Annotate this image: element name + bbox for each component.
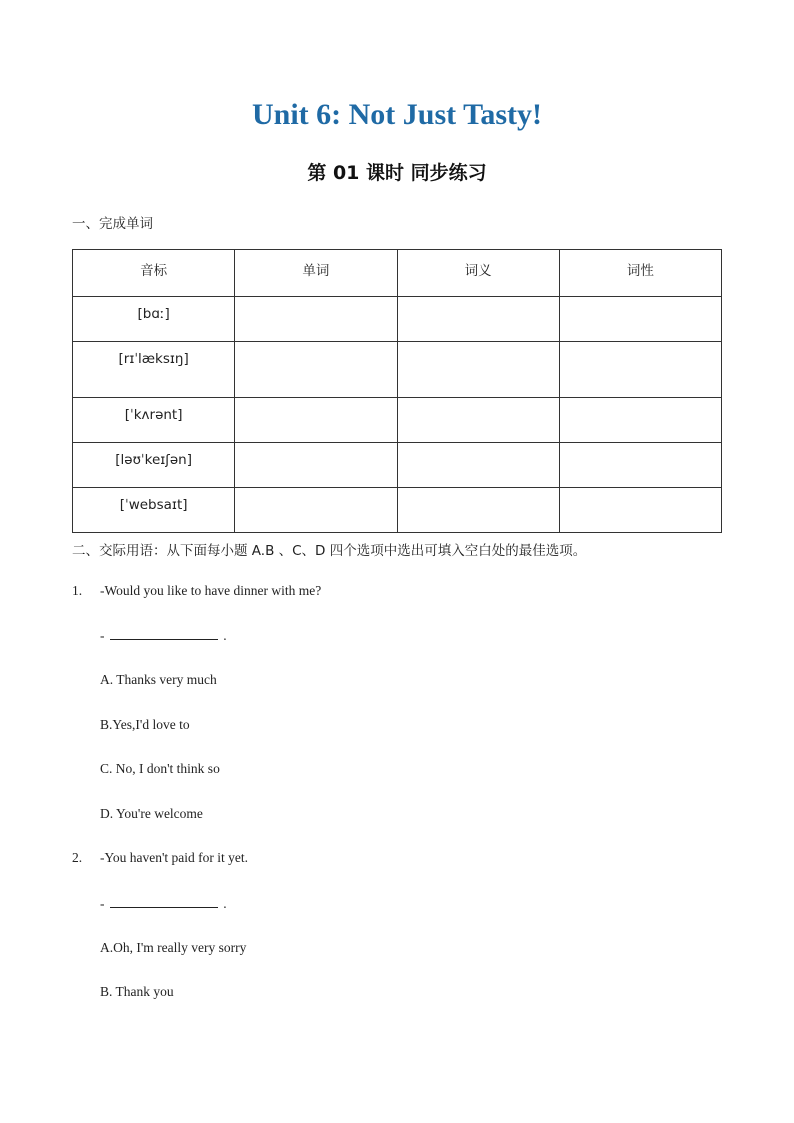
meaning-cell[interactable] bbox=[397, 297, 559, 342]
question-prompt: -Would you like to have dinner with me? bbox=[100, 583, 322, 598]
table-row bbox=[73, 297, 722, 342]
answer-suffix: . bbox=[223, 896, 227, 911]
table-row bbox=[73, 398, 722, 443]
section-2-heading: 二、交际用语：从下面每小题 A.B 、C、D 四个选项中选出可填入空白处的最佳选项。 bbox=[72, 543, 587, 559]
question-number: 1. bbox=[72, 583, 83, 598]
option-a[interactable]: A.Oh, I'm really very sorry bbox=[100, 940, 247, 955]
answer-prefix: - bbox=[100, 628, 105, 643]
answer-line bbox=[100, 895, 227, 912]
word-cell[interactable] bbox=[235, 398, 397, 443]
part-of-speech-cell[interactable] bbox=[559, 443, 721, 488]
vocabulary-table bbox=[72, 249, 722, 533]
option-b[interactable]: B. Thank you bbox=[100, 984, 174, 999]
option-c[interactable]: C. No, I don't think so bbox=[100, 761, 220, 776]
phonetic-cell: [ˈwebsaɪt] bbox=[73, 488, 235, 533]
table-header-row bbox=[73, 250, 722, 297]
meaning-cell[interactable] bbox=[397, 342, 559, 398]
section-1-heading: 一、完成单词 bbox=[72, 216, 153, 232]
phonetic-cell: [rɪˈlæksɪŋ] bbox=[73, 342, 235, 398]
phonetic-cell: [ˈkʌrənt] bbox=[73, 398, 235, 443]
option-b[interactable]: B.Yes,I'd love to bbox=[100, 717, 190, 732]
table-row bbox=[73, 488, 722, 533]
answer-suffix: . bbox=[223, 628, 227, 643]
word-cell[interactable] bbox=[235, 342, 397, 398]
question-number: 2. bbox=[72, 850, 83, 865]
option-a[interactable]: A. Thanks very much bbox=[100, 672, 217, 687]
document-title: Unit 6: Not Just Tasty! bbox=[251, 98, 543, 131]
answer-line bbox=[100, 627, 227, 644]
answer-prefix: - bbox=[100, 896, 105, 911]
part-of-speech-cell[interactable] bbox=[559, 297, 721, 342]
option-d[interactable]: D. You're welcome bbox=[100, 806, 203, 821]
phonetic-cell: [ləʊˈkeɪʃən] bbox=[73, 443, 235, 488]
word-cell[interactable] bbox=[235, 488, 397, 533]
column-header: 单词 bbox=[235, 250, 397, 297]
document-subtitle: 第 01 课时 同步练习 bbox=[307, 162, 487, 184]
answer-blank[interactable] bbox=[110, 895, 218, 908]
column-header: 词性 bbox=[559, 250, 721, 297]
table-row bbox=[73, 443, 722, 488]
part-of-speech-cell[interactable] bbox=[559, 398, 721, 443]
question-prompt: -You haven't paid for it yet. bbox=[100, 850, 249, 865]
answer-blank[interactable] bbox=[110, 627, 218, 640]
part-of-speech-cell[interactable] bbox=[559, 342, 721, 398]
meaning-cell[interactable] bbox=[397, 488, 559, 533]
column-header: 词义 bbox=[397, 250, 559, 297]
part-of-speech-cell[interactable] bbox=[559, 488, 721, 533]
meaning-cell[interactable] bbox=[397, 398, 559, 443]
phonetic-cell: [bɑː] bbox=[73, 297, 235, 342]
table-row bbox=[73, 342, 722, 398]
column-header: 音标 bbox=[73, 250, 235, 297]
meaning-cell[interactable] bbox=[397, 443, 559, 488]
word-cell[interactable] bbox=[235, 297, 397, 342]
word-cell[interactable] bbox=[235, 443, 397, 488]
